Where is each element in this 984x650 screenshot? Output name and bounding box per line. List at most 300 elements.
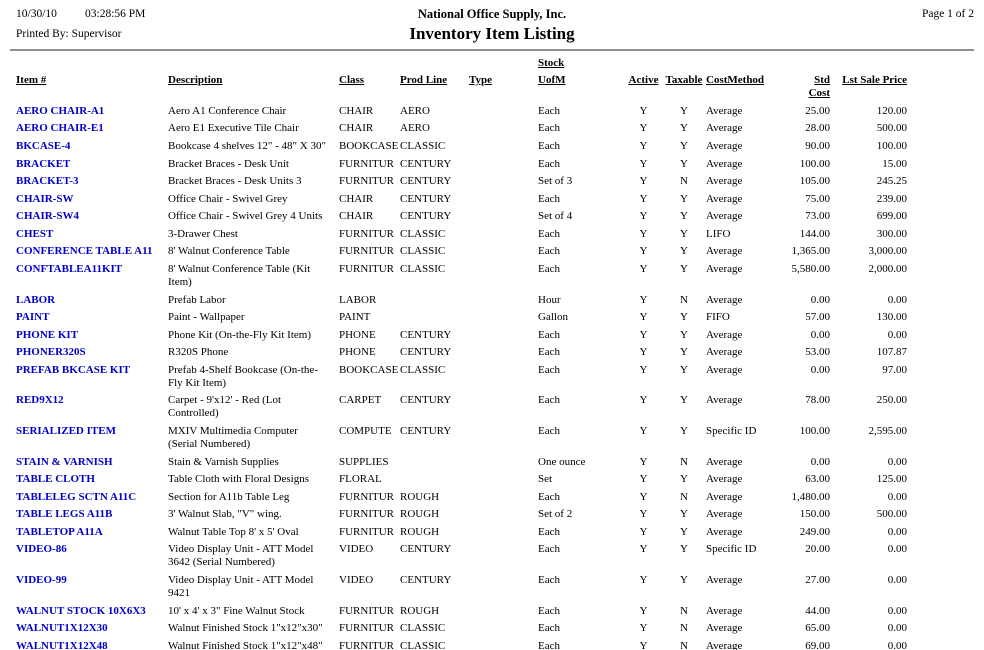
cell-description: Bracket Braces - Desk Unit [168,157,289,170]
cell-costmethod: Average [706,104,743,117]
table-row [16,423,915,454]
cell-uofm: Each [538,639,560,650]
cell-class: FURNITUR [339,622,395,635]
item-number-link[interactable]: PAINT [16,311,50,324]
cell-uofm: One ounce [538,455,586,468]
cell-class: FURNITUR [339,227,395,240]
cell-costmethod: Average [706,455,743,468]
cell-prodline: ROUGH [400,490,440,503]
cell-type [469,392,538,423]
cell-active: Y [639,262,648,275]
cell-taxable: Y [680,363,688,376]
cell-uofm: Each [538,227,560,240]
cell-stdcost: 150.00 [799,508,830,521]
table-row [16,309,915,327]
cell-stdcost: 0.00 [810,363,830,376]
table-row [16,208,915,226]
cell-stdcost: 0.00 [810,293,830,306]
column-header-taxable: Taxable [665,74,703,87]
cell-prodline: CENTURY [400,328,452,341]
table-row [16,155,915,173]
table-row [16,291,915,309]
cell-costmethod: FIFO [706,311,730,324]
cell-stdcost: 75.00 [805,192,830,205]
cell-costmethod: Average [706,490,743,503]
table-row [16,506,915,524]
cell-type [469,453,538,471]
item-number-link[interactable]: PHONER320S [16,346,86,359]
cell-taxable: N [680,455,688,468]
cell-stdcost: 69.00 [805,639,830,650]
cell-stdcost: 20.00 [805,543,830,556]
cell-type [469,572,538,603]
cell-lstsaleprice: 300.00 [876,227,907,240]
cell-lstsaleprice: 15.00 [882,157,907,170]
cell-active: Y [639,346,648,359]
cell-active: Y [639,227,648,240]
cell-prodline [400,309,469,327]
table-row [16,638,915,650]
cell-taxable: Y [680,394,688,407]
cell-uofm: Each [538,157,560,170]
cell-taxable: Y [680,473,688,486]
cell-active: Y [639,157,648,170]
cell-costmethod: Average [706,574,743,587]
cell-type [469,524,538,542]
item-number-link[interactable]: TABLE CLOTH [16,473,95,486]
cell-class: SUPPLIES [339,455,389,468]
cell-prodline: CENTURY [400,394,452,407]
item-number-link[interactable]: SERIALIZED ITEM [16,425,116,438]
cell-type [469,309,538,327]
cell-class: FLORAL [339,473,382,486]
cell-stdcost: 144.00 [799,227,830,240]
cell-uofm: Set of 4 [538,210,573,223]
item-number-link[interactable]: TABLETOP A11A [16,525,103,538]
cell-active: Y [639,175,648,188]
cell-costmethod: Average [706,175,743,188]
cell-uofm: Each [538,525,560,538]
column-header-uofm: UofM [538,74,566,87]
item-number-link[interactable]: WALNUT STOCK 10X6X3 [16,604,146,617]
cell-stdcost: 1,480.00 [791,490,830,503]
cell-description: Aero E1 Executive Tile Chair [168,122,299,135]
cell-lstsaleprice: 97.00 [882,363,907,376]
cell-taxable: Y [680,157,688,170]
item-number-link[interactable]: TABLELEG SCTN A11C [16,490,137,503]
cell-stdcost: 28.00 [805,122,830,135]
cell-active: Y [639,210,648,223]
cell-costmethod: Average [706,293,743,306]
cell-prodline: CLASSIC [400,363,446,376]
print-time: 03:28:56 PM [85,8,146,20]
cell-description: Prefab 4-Shelf Bookcase (On-the-Fly Kit Item) [168,363,318,389]
cell-taxable: Y [680,543,688,556]
cell-active: Y [639,192,648,205]
cell-type [469,261,538,292]
cell-prodline: CENTURY [400,210,452,223]
table-row [16,602,915,620]
cell-type [469,138,538,156]
cell-type [469,423,538,454]
cell-stdcost: 65.00 [805,622,830,635]
cell-active: Y [639,574,648,587]
cell-stdcost: 0.00 [810,328,830,341]
item-number-link[interactable]: CONFERENCE TABLE A11 [16,245,153,258]
cell-lstsaleprice: 120.00 [876,104,907,117]
cell-costmethod: Average [706,604,743,617]
cell-prodline: AERO [400,122,430,135]
cell-description: MXIV Multimedia Computer (Serial Numbered) [168,425,298,451]
cell-active: Y [639,394,648,407]
cell-stdcost: 27.00 [805,574,830,587]
cell-stdcost: 100.00 [799,157,830,170]
cell-taxable: Y [680,262,688,275]
cell-uofm: Each [538,346,560,359]
page-number: Page 1 of 2 [921,8,974,20]
cell-type [469,120,538,138]
cell-uofm: Each [538,104,560,117]
cell-class: FURNITUR [339,604,395,617]
cell-prodline: ROUGH [400,508,440,521]
cell-description: Section for A11b Table Leg [168,490,290,503]
cell-costmethod: Average [706,328,743,341]
cell-type [469,541,538,572]
cell-stdcost: 63.00 [805,473,830,486]
cell-uofm: Each [538,363,560,376]
item-number-link[interactable]: AERO CHAIR-A1 [16,104,105,117]
cell-stdcost: 249.00 [799,525,830,538]
cell-class: PHONE [339,328,376,341]
cell-class: BOOKCASE [339,139,399,152]
cell-lstsaleprice: 107.87 [876,346,907,359]
table-row [16,261,915,292]
cell-active: Y [639,543,648,556]
cell-class: LABOR [339,293,377,306]
cell-costmethod: Average [706,192,743,205]
cell-description: Walnut Finished Stock 1"x12"x48" [168,639,323,650]
cell-type [469,471,538,489]
item-number-link[interactable]: CHAIR-SW [16,192,74,205]
table-row [16,120,915,138]
company-name: National Office Supply, Inc. [417,7,567,21]
column-header-description: Description [168,74,223,87]
cell-stdcost: 100.00 [799,425,830,438]
cell-class: VIDEO [339,543,374,556]
cell-class: FURNITUR [339,508,395,521]
cell-lstsaleprice: 0.00 [887,622,907,635]
cell-taxable: Y [680,425,688,438]
cell-taxable: Y [680,104,688,117]
cell-description: R320S Phone [168,346,229,359]
cell-prodline: CENTURY [400,574,452,587]
item-number-link[interactable]: PREFAB BKCASE KIT [16,363,131,376]
header-row-labels [16,72,915,103]
cell-type [469,291,538,309]
table-row [16,138,915,156]
cell-description: 3' Walnut Slab, "V" wing. [168,508,282,521]
cell-lstsaleprice: 0.00 [887,574,907,587]
cell-prodline: CENTURY [400,543,452,556]
cell-lstsaleprice: 250.00 [876,394,907,407]
cell-description: Walnut Table Top 8' x 5' Oval [168,525,299,538]
cell-active: Y [639,473,648,486]
cell-costmethod: Specific ID [706,543,757,556]
table-row [16,344,915,362]
cell-prodline [400,453,469,471]
cell-class: CHAIR [339,122,374,135]
table-row [16,327,915,345]
table-row [16,489,915,507]
cell-lstsaleprice: 245.25 [876,175,907,188]
cell-lstsaleprice: 2,595.00 [868,425,907,438]
cell-active: Y [639,328,648,341]
cell-stdcost: 44.00 [805,604,830,617]
column-header-stdcost: Std Cost [808,74,830,100]
cell-active: Y [639,311,648,324]
cell-prodline [400,291,469,309]
cell-description: Bookcase 4 shelves 12" - 48" X 30" [168,139,326,152]
item-number-link[interactable]: BRACKET-3 [16,175,79,188]
cell-class: CHAIR [339,210,374,223]
cell-lstsaleprice: 0.00 [887,639,907,650]
cell-description: Bracket Braces - Desk Units 3 [168,175,302,188]
header-divider [10,49,974,51]
cell-description: Table Cloth with Floral Designs [168,473,309,486]
cell-description: Aero A1 Conference Chair [168,104,287,117]
table-row [16,524,915,542]
cell-costmethod: LIFO [706,227,731,240]
cell-costmethod: Average [706,473,743,486]
cell-description: Office Chair - Swivel Grey [168,192,288,205]
cell-prodline: ROUGH [400,604,440,617]
item-number-link[interactable]: AERO CHAIR-E1 [16,122,104,135]
cell-active: Y [639,245,648,258]
inventory-table [16,57,915,650]
cell-active: Y [639,122,648,135]
cell-prodline: CLASSIC [400,139,446,152]
cell-uofm: Each [538,604,560,617]
cell-uofm: Each [538,122,560,135]
item-number-link[interactable]: CONFTABLEA11KIT [16,262,123,275]
cell-uofm: Each [538,139,560,152]
table-row [16,190,915,208]
cell-taxable: N [680,293,688,306]
cell-active: Y [639,622,648,635]
item-number-link[interactable]: VIDEO-86 [16,543,67,556]
cell-taxable: N [680,622,688,635]
cell-prodline: CENTURY [400,157,452,170]
cell-uofm: Each [538,245,560,258]
cell-prodline: CENTURY [400,425,452,438]
cell-class: FURNITUR [339,262,395,275]
cell-active: Y [639,525,648,538]
table-row [16,620,915,638]
cell-uofm: Set of 2 [538,508,573,521]
cell-lstsaleprice: 0.00 [887,525,907,538]
cell-class: FURNITUR [339,175,395,188]
cell-active: Y [639,639,648,650]
cell-type [469,620,538,638]
cell-type [469,190,538,208]
cell-active: Y [639,363,648,376]
cell-stdcost: 90.00 [805,139,830,152]
cell-costmethod: Average [706,122,743,135]
item-number-link[interactable]: BRACKET [16,157,71,170]
cell-description: Carpet - 9'x12' - Red (Lot Controlled) [168,394,282,420]
cell-description: Paint - Wallpaper [168,311,245,324]
cell-lstsaleprice: 0.00 [887,543,907,556]
cell-active: Y [639,604,648,617]
cell-taxable: Y [680,122,688,135]
cell-active: Y [639,490,648,503]
cell-type [469,226,538,244]
cell-active: Y [639,425,648,438]
cell-prodline: CLASSIC [400,227,446,240]
cell-prodline [400,471,469,489]
cell-prodline: CENTURY [400,346,452,359]
table-row [16,471,915,489]
cell-taxable: Y [680,574,688,587]
cell-active: Y [639,139,648,152]
item-number-link[interactable]: TABLE LEGS A11B [16,508,113,521]
cell-costmethod: Average [706,363,743,376]
column-header-costmethod: CostMethod [706,74,765,87]
cell-class: BOOKCASE [339,363,399,376]
cell-taxable: N [680,490,688,503]
cell-taxable: Y [680,311,688,324]
cell-costmethod: Specific ID [706,425,757,438]
cell-description: Walnut Finished Stock 1"x12"x30" [168,622,323,635]
cell-class: CHAIR [339,192,374,205]
column-header-class: Class [339,74,365,87]
cell-taxable: Y [680,210,688,223]
cell-class: COMPUTE [339,425,392,438]
cell-uofm: Each [538,425,560,438]
column-header-lstsaleprice: Lst Sale Price [842,74,907,87]
item-number-link[interactable]: VIDEO-99 [16,574,67,587]
cell-description: Phone Kit (On-the-Fly Kit Item) [168,328,311,341]
header-row-stock [16,57,915,72]
report-title: Inventory Item Listing [409,24,575,43]
cell-taxable: N [680,639,688,650]
cell-description: 3-Drawer Chest [168,227,238,240]
cell-type [469,362,538,393]
cell-description: Video Display Unit - ATT Model 3642 (Serial Numbered) [168,543,314,569]
column-header-type: Type [469,74,493,87]
cell-uofm: Each [538,328,560,341]
cell-uofm: Each [538,622,560,635]
cell-class: FURNITUR [339,157,395,170]
cell-class: VIDEO [339,574,374,587]
cell-taxable: Y [680,525,688,538]
cell-costmethod: Average [706,346,743,359]
cell-prodline: ROUGH [400,525,440,538]
cell-description: 8' Walnut Conference Table (Kit Item) [168,262,311,288]
column-header-active: Active [628,74,659,87]
item-number-link[interactable]: BKCASE-4 [16,139,71,152]
cell-uofm: Hour [538,293,561,306]
cell-costmethod: Average [706,139,743,152]
cell-prodline: CLASSIC [400,639,446,650]
cell-stdcost: 1,365.00 [791,245,830,258]
cell-type [469,243,538,261]
cell-active: Y [639,508,648,521]
item-number-link[interactable]: PHONE KIT [16,328,79,341]
cell-taxable: Y [680,139,688,152]
cell-type [469,489,538,507]
cell-lstsaleprice: 0.00 [887,604,907,617]
cell-type [469,173,538,191]
cell-description: 8' Walnut Conference Table [168,245,290,258]
cell-stdcost: 73.00 [805,210,830,223]
item-number-link[interactable]: STAIN & VARNISH [16,455,113,468]
cell-type [469,638,538,650]
table-header [16,57,915,103]
cell-class: FURNITUR [339,639,395,650]
item-number-link[interactable]: LABOR [16,293,56,306]
cell-class: CHAIR [339,104,374,117]
cell-lstsaleprice: 0.00 [887,455,907,468]
cell-taxable: Y [680,227,688,240]
cell-type [469,103,538,121]
cell-prodline: AERO [400,104,430,117]
cell-costmethod: Average [706,639,743,650]
cell-stdcost: 57.00 [805,311,830,324]
cell-class: FURNITUR [339,490,395,503]
cell-costmethod: Average [706,622,743,635]
table-row [16,392,915,423]
cell-prodline: CLASSIC [400,245,446,258]
cell-lstsaleprice: 0.00 [887,328,907,341]
cell-uofm: Each [538,574,560,587]
cell-description: 10' x 4' x 3" Fine Walnut Stock [168,604,305,617]
table-row [16,362,915,393]
cell-stdcost: 53.00 [805,346,830,359]
cell-class: PHONE [339,346,376,359]
cell-uofm: Gallon [538,311,568,324]
item-number-link[interactable]: RED9X12 [16,394,64,407]
cell-active: Y [639,104,648,117]
cell-description: Office Chair - Swivel Grey 4 Units [168,210,323,223]
cell-taxable: Y [680,328,688,341]
cell-taxable: N [680,175,688,188]
cell-lstsaleprice: 0.00 [887,490,907,503]
cell-stdcost: 5,580.00 [791,262,830,275]
cell-prodline: CENTURY [400,175,452,188]
cell-lstsaleprice: 500.00 [876,508,907,521]
cell-costmethod: Average [706,210,743,223]
item-number-link[interactable]: WALNUT1X12X48 [16,639,108,650]
item-number-link[interactable]: CHEST [16,227,54,240]
cell-type [469,155,538,173]
cell-type [469,344,538,362]
cell-active: Y [639,293,648,306]
item-number-link[interactable]: CHAIR-SW4 [16,210,79,223]
table-row [16,572,915,603]
cell-taxable: Y [680,192,688,205]
cell-description: Video Display Unit - ATT Model 9421 [168,574,314,600]
cell-prodline: CLASSIC [400,622,446,635]
table-row [16,103,915,121]
cell-description: Stain & Varnish Supplies [168,455,279,468]
cell-lstsaleprice: 100.00 [876,139,907,152]
cell-costmethod: Average [706,508,743,521]
cell-lstsaleprice: 2,000.00 [868,262,907,275]
cell-costmethod: Average [706,245,743,258]
cell-taxable: Y [680,508,688,521]
item-number-link[interactable]: WALNUT1X12X30 [16,622,108,635]
